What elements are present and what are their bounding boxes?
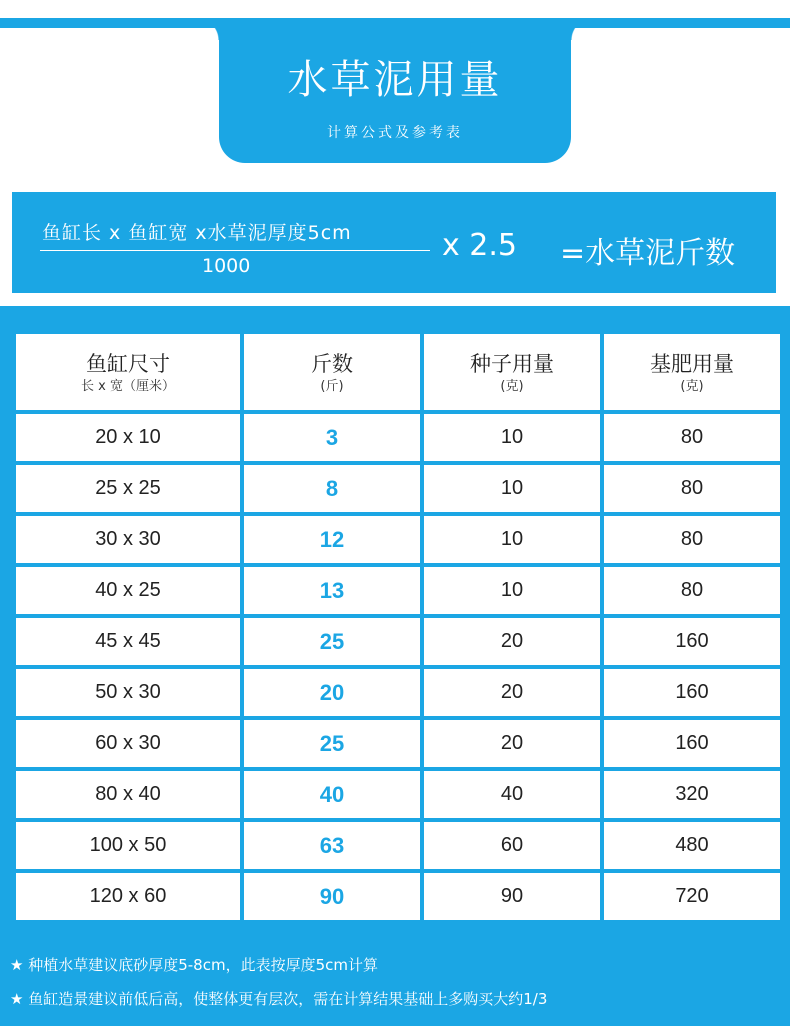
cell-seed: 10 bbox=[422, 412, 602, 463]
table-header-row bbox=[14, 332, 782, 412]
cell-jin: 3 bbox=[242, 412, 422, 463]
cell-seed: 10 bbox=[422, 463, 602, 514]
header-label: 斤数 bbox=[311, 352, 353, 376]
cell-fertilizer: 160 bbox=[602, 718, 782, 769]
title-card bbox=[219, 18, 571, 163]
cell-jin: 40 bbox=[242, 769, 422, 820]
cell-seed: 20 bbox=[422, 718, 602, 769]
cell-tank-size: 80 x 40 bbox=[14, 769, 242, 820]
cell-jin: 25 bbox=[242, 718, 422, 769]
page-subtitle: 计算公式及参考表 bbox=[327, 125, 463, 141]
header-unit: (克) bbox=[680, 379, 704, 394]
table-row bbox=[14, 514, 782, 565]
header-unit: (斤) bbox=[320, 379, 344, 394]
table-row bbox=[14, 412, 782, 463]
cell-tank-size: 30 x 30 bbox=[14, 514, 242, 565]
cell-fertilizer: 80 bbox=[602, 463, 782, 514]
cell-tank-size: 100 x 50 bbox=[14, 820, 242, 871]
formula-multiplier: x 2.5 bbox=[442, 228, 517, 263]
page-title: 水草泥用量 bbox=[287, 57, 503, 103]
cell-jin: 8 bbox=[242, 463, 422, 514]
fraction-line bbox=[40, 250, 430, 251]
cell-jin: 90 bbox=[242, 871, 422, 922]
header-label: 基肥用量 bbox=[650, 352, 734, 376]
cell-seed: 10 bbox=[422, 514, 602, 565]
cell-seed: 20 bbox=[422, 667, 602, 718]
cell-fertilizer: 320 bbox=[602, 769, 782, 820]
table-row bbox=[14, 667, 782, 718]
cell-tank-size: 40 x 25 bbox=[14, 565, 242, 616]
cell-tank-size: 50 x 30 bbox=[14, 667, 242, 718]
formula-numerator: 鱼缸长 x 鱼缸宽 x水草泥厚度5cm bbox=[42, 222, 352, 244]
formula-box bbox=[12, 192, 776, 293]
header-cell-tank-size bbox=[14, 332, 242, 412]
footnote-landscaping: ★ 鱼缸造景建议前低后高，使整体更有层次，需在计算结果基础上多购买大约1/3 bbox=[10, 990, 548, 1008]
table-row bbox=[14, 820, 782, 871]
cell-jin: 25 bbox=[242, 616, 422, 667]
cell-seed: 40 bbox=[422, 769, 602, 820]
cell-jin: 12 bbox=[242, 514, 422, 565]
footnote-sand-depth: ★ 种植水草建议底砂厚度5-8cm，此表按厚度5cm计算 bbox=[10, 956, 378, 974]
table-row bbox=[14, 718, 782, 769]
cell-fertilizer: 160 bbox=[602, 667, 782, 718]
cell-fertilizer: 80 bbox=[602, 412, 782, 463]
cell-jin: 20 bbox=[242, 667, 422, 718]
cell-tank-size: 25 x 25 bbox=[14, 463, 242, 514]
formula-result: =水草泥斤数 bbox=[560, 236, 736, 271]
cell-fertilizer: 80 bbox=[602, 514, 782, 565]
cell-seed: 20 bbox=[422, 616, 602, 667]
table-row bbox=[14, 871, 782, 922]
header-cell-fertilizer bbox=[602, 332, 782, 412]
formula-denominator: 1000 bbox=[202, 255, 251, 277]
cell-seed: 10 bbox=[422, 565, 602, 616]
header-cell-jin bbox=[242, 332, 422, 412]
cell-seed: 90 bbox=[422, 871, 602, 922]
header-label: 种子用量 bbox=[470, 352, 554, 376]
cell-fertilizer: 720 bbox=[602, 871, 782, 922]
footnotes bbox=[0, 936, 790, 1026]
header-label: 鱼缸尺寸 bbox=[86, 352, 170, 376]
header-cell-seed bbox=[422, 332, 602, 412]
cell-fertilizer: 160 bbox=[602, 616, 782, 667]
cell-tank-size: 120 x 60 bbox=[14, 871, 242, 922]
cell-fertilizer: 80 bbox=[602, 565, 782, 616]
cell-fertilizer: 480 bbox=[602, 820, 782, 871]
cell-jin: 13 bbox=[242, 565, 422, 616]
table-row bbox=[14, 463, 782, 514]
table-row bbox=[14, 565, 782, 616]
cell-tank-size: 60 x 30 bbox=[14, 718, 242, 769]
cell-tank-size: 45 x 45 bbox=[14, 616, 242, 667]
table-row bbox=[14, 769, 782, 820]
table-row bbox=[14, 616, 782, 667]
cell-jin: 63 bbox=[242, 820, 422, 871]
header-unit: 长 x 宽（厘米） bbox=[81, 379, 175, 394]
cell-tank-size: 20 x 10 bbox=[14, 412, 242, 463]
reference-table bbox=[12, 330, 784, 924]
header-unit: (克) bbox=[500, 379, 524, 394]
cell-seed: 60 bbox=[422, 820, 602, 871]
